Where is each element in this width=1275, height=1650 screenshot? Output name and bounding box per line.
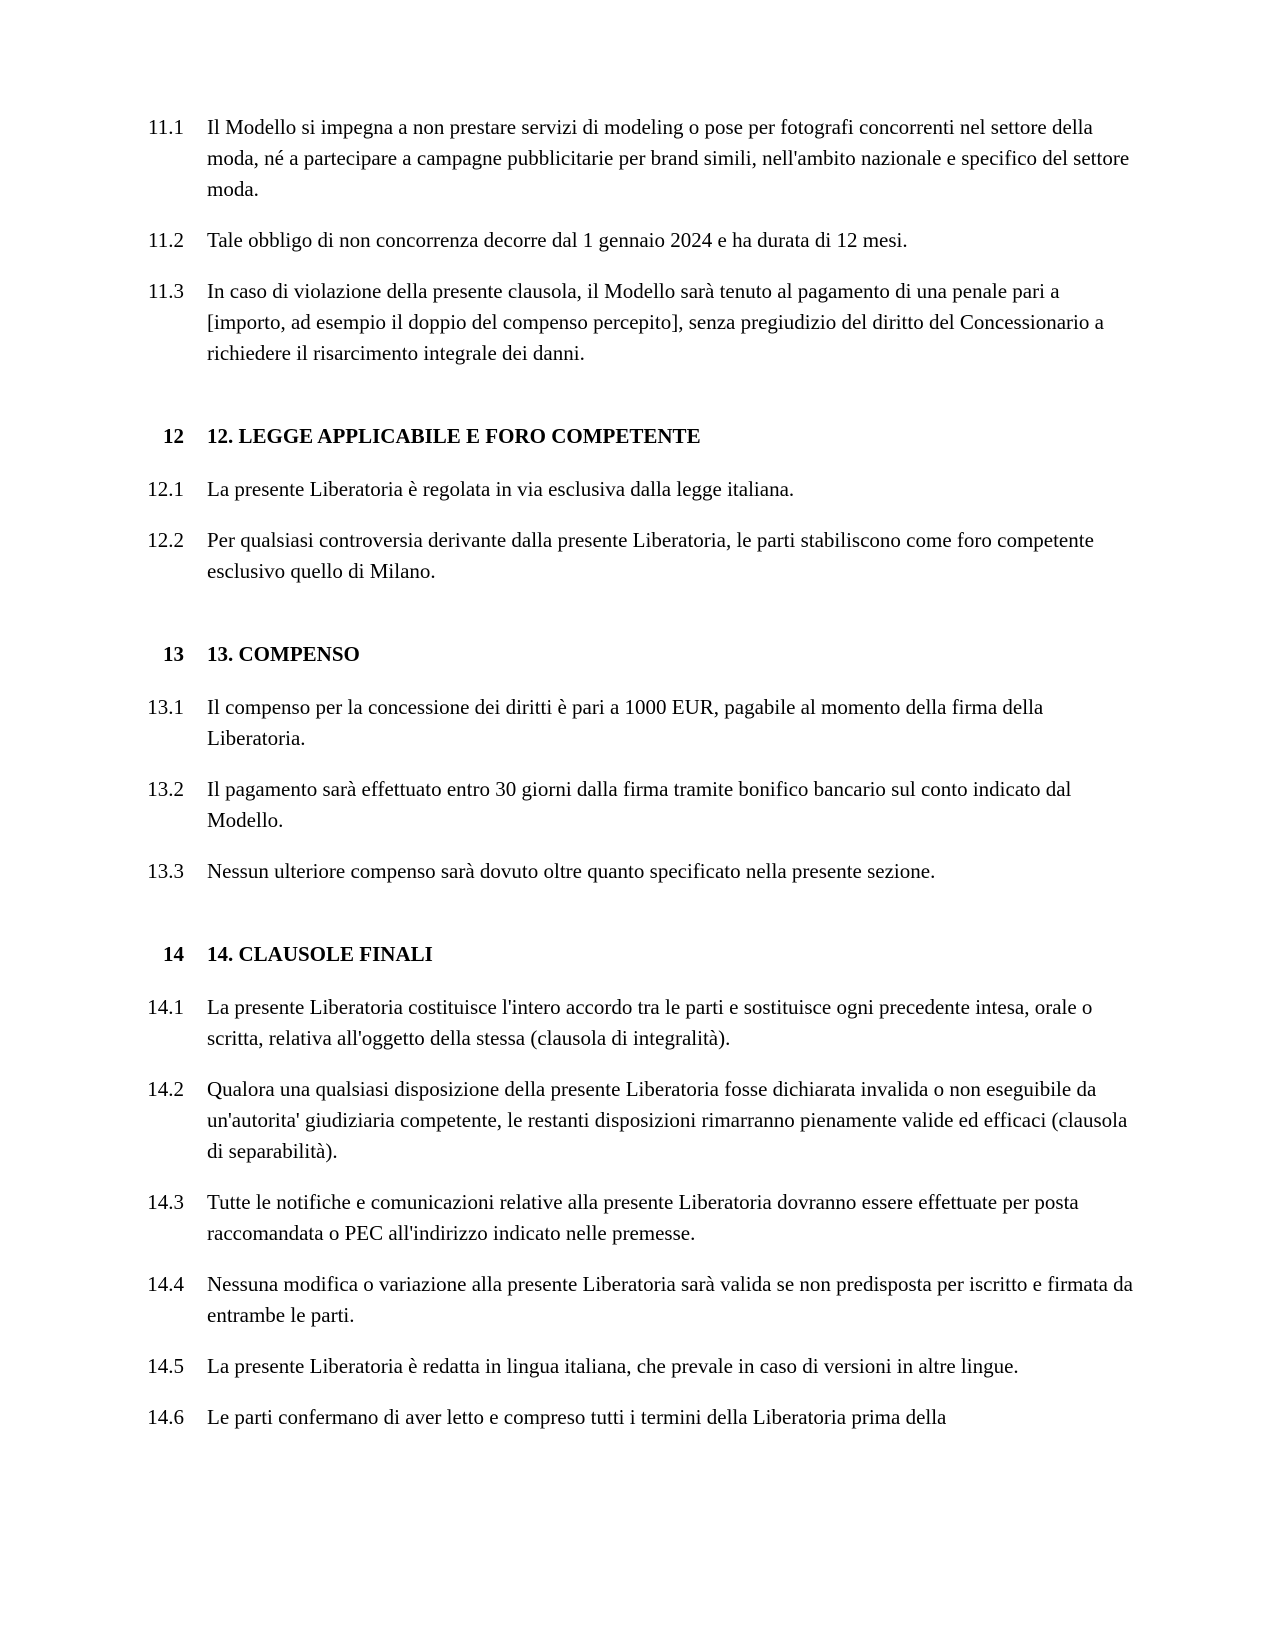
section-11	[0, 112, 1137, 369]
clause-number: 14.4	[147, 1272, 184, 1296]
clause-14-1	[0, 992, 1137, 1054]
section-12-heading	[0, 421, 1137, 452]
clause-13-2	[0, 774, 1137, 836]
clause-12-2	[0, 525, 1137, 587]
clause-14-5	[0, 1351, 1137, 1382]
section-number: 12	[163, 424, 184, 448]
clause-text: Tale obbligo di non concorrenza decorre dal 1 gennaio 2024 e ha durata di 12 mesi.	[207, 228, 908, 252]
section-number: 14	[163, 942, 184, 966]
section-number: 13	[163, 642, 184, 666]
clause-text: La presente Liberatoria è redatta in lingua italiana, che prevale in caso di versioni in altre lingue.	[207, 1354, 1019, 1378]
clause-number: 13.1	[147, 695, 184, 719]
clause-number: 12.2	[147, 528, 184, 552]
clause-number: 11.2	[148, 228, 184, 252]
clause-13-1	[0, 692, 1137, 754]
section-title: 12. LEGGE APPLICABILE E FORO COMPETENTE	[207, 424, 701, 448]
clause-number: 14.1	[147, 995, 184, 1019]
clause-text: Tutte le notifiche e comunicazioni relative alla presente Liberatoria dovranno essere effettuate per posta raccomandata o PEC all'indirizzo indicato nelle premesse.	[207, 1190, 1079, 1245]
section-12	[0, 421, 1137, 587]
clause-11-2	[0, 225, 1137, 256]
clause-11-3	[0, 276, 1137, 369]
clause-14-3	[0, 1187, 1137, 1249]
clause-number: 11.3	[148, 279, 184, 303]
section-title: 13. COMPENSO	[207, 642, 360, 666]
section-14	[0, 939, 1137, 1433]
section-13-heading	[0, 639, 1137, 670]
clause-text: In caso di violazione della presente clausola, il Modello sarà tenuto al pagamento di una penale pari a [importo, ad esempio il doppio del compenso percepito], senza pregiudizio del diritto del Concessionario a richiedere il risarcimento integrale dei danni.	[207, 279, 1104, 365]
clause-text: Qualora una qualsiasi disposizione della presente Liberatoria fosse dichiarata invalida o non eseguibile da un'autorita' giudiziaria competente, le restanti disposizioni rimarranno pienamente valide ed efficaci (clausola di separabilità).	[207, 1077, 1128, 1163]
clause-number: 11.1	[148, 115, 184, 139]
clause-text: La presente Liberatoria è regolata in via esclusiva dalla legge italiana.	[207, 477, 795, 501]
clause-11-1	[0, 112, 1137, 205]
clause-text: Per qualsiasi controversia derivante dalla presente Liberatoria, le parti stabiliscono come foro competente esclusivo quello di Milano.	[207, 528, 1094, 583]
clause-number: 14.5	[147, 1354, 184, 1378]
clause-text: Il compenso per la concessione dei diritti è pari a 1000 EUR, pagabile al momento della firma della Liberatoria.	[207, 695, 1044, 750]
clause-text: Il Modello si impegna a non prestare servizi di modeling o pose per fotografi concorrenti nel settore della moda, né a partecipare a campagne pubblicitarie per brand simili, nell'ambito nazionale e specifico del settore moda.	[207, 115, 1130, 201]
section-title: 14. CLAUSOLE FINALI	[207, 942, 433, 966]
clause-number: 13.2	[147, 777, 184, 801]
section-14-heading	[0, 939, 1137, 970]
clause-text: Nessuna modifica o variazione alla presente Liberatoria sarà valida se non predisposta per iscritto e firmata da entrambe le parti.	[207, 1272, 1133, 1327]
clause-13-3	[0, 856, 1137, 887]
clause-number: 14.2	[147, 1077, 184, 1101]
clause-number: 13.3	[147, 859, 184, 883]
clause-number: 14.6	[147, 1405, 184, 1429]
clause-text: Nessun ulteriore compenso sarà dovuto oltre quanto specificato nella presente sezione.	[207, 859, 936, 883]
clause-14-2	[0, 1074, 1137, 1167]
clause-12-1	[0, 474, 1137, 505]
clause-14-4	[0, 1269, 1137, 1331]
clause-text: La presente Liberatoria costituisce l'intero accordo tra le parti e sostituisce ogni precedente intesa, orale o scritta, relativa all'oggetto della stessa (clausola di integralità).	[207, 995, 1093, 1050]
section-13	[0, 639, 1137, 887]
clause-number: 12.1	[147, 477, 184, 501]
clause-number: 14.3	[147, 1190, 184, 1214]
clause-text: Il pagamento sarà effettuato entro 30 giorni dalla firma tramite bonifico bancario sul conto indicato dal Modello.	[207, 777, 1072, 832]
clause-text: Le parti confermano di aver letto e compreso tutti i termini della Liberatoria prima della	[207, 1405, 947, 1429]
clause-14-6	[0, 1402, 1137, 1433]
